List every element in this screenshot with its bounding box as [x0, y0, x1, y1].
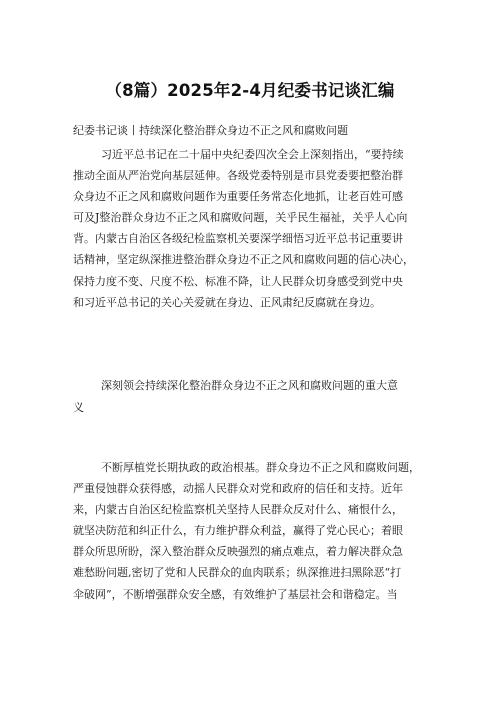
document-title: （8篇）2025年2-4月纪委书记谈汇编	[105, 81, 395, 100]
paragraph-line: 群众所思所盼，深入整治群众反映强烈的痛点难点，着力解决群众急	[73, 545, 403, 559]
section-heading	[73, 375, 437, 419]
paragraph-2	[73, 457, 437, 605]
article-subtitle: 纪委书记谈丨持续深化整治群众身边不正之风和腐败问题	[73, 124, 348, 137]
paragraph-line: 可及J整治群众身边不正之风和腐败问题，关乎民生福祉，关乎人心向	[73, 211, 408, 225]
paragraph-1	[73, 144, 437, 313]
paragraph-line: 难愁盼问题,密切了党和人民群众的血肉联系；纵深推进扫黑除恶“打	[73, 566, 402, 580]
paragraph-line: 伞破网”，不断增强群众安全感，有效维护了基层社会和谐稳定。当	[73, 587, 398, 601]
paragraph-line: 保持力度不变、尺度不松、标准不降，让人民群众切身感受到党中央	[73, 274, 403, 288]
paragraph-line: 众身边不正之风和腐败问题作为重要任务常态化地抓，让老百姓可感	[73, 190, 403, 204]
section-heading-line: 深刻领会持续深化整治群众身边不正之风和腐败问题的重大意	[101, 379, 398, 392]
paragraph-line: 和习近平总书记的关心关爱就在身边、正风肃纪反腐就在身边。	[73, 295, 381, 309]
paragraph-line: 来，内蒙古自治区纪检监察机关坚持人民群众反对什么、痛恨什么，	[73, 503, 403, 517]
paragraph-line: 话精神，坚定纵深推进整治群众身边不正之风和腐败问题的信心决心，	[73, 253, 414, 267]
paragraph-line: 习近平总书记在二十届中央纪委四次全会上深刻指出，“要持续	[101, 148, 404, 161]
section-heading-line: 义	[73, 401, 84, 414]
paragraph-line: 背。内蒙古自治区各级纪检监察机关要深学细悟习近平总书记重要讲	[73, 232, 403, 246]
paragraph-line: 推动全面从严治党向基层延伸。各级党委特别是市县党委要把整治群	[73, 169, 403, 183]
paragraph-line: 严重侵蚀群众获得感，动摇人民群众对党和政府的信任和支持。近年	[73, 482, 403, 496]
paragraph-line: 不断厚植党长期执政的政治根基。群众身边不正之风和腐败问题，	[101, 461, 420, 474]
paragraph-line: 就坚决防范和纠正什么，有力维护群众利益，赢得了党心民心；着眼	[73, 524, 403, 538]
